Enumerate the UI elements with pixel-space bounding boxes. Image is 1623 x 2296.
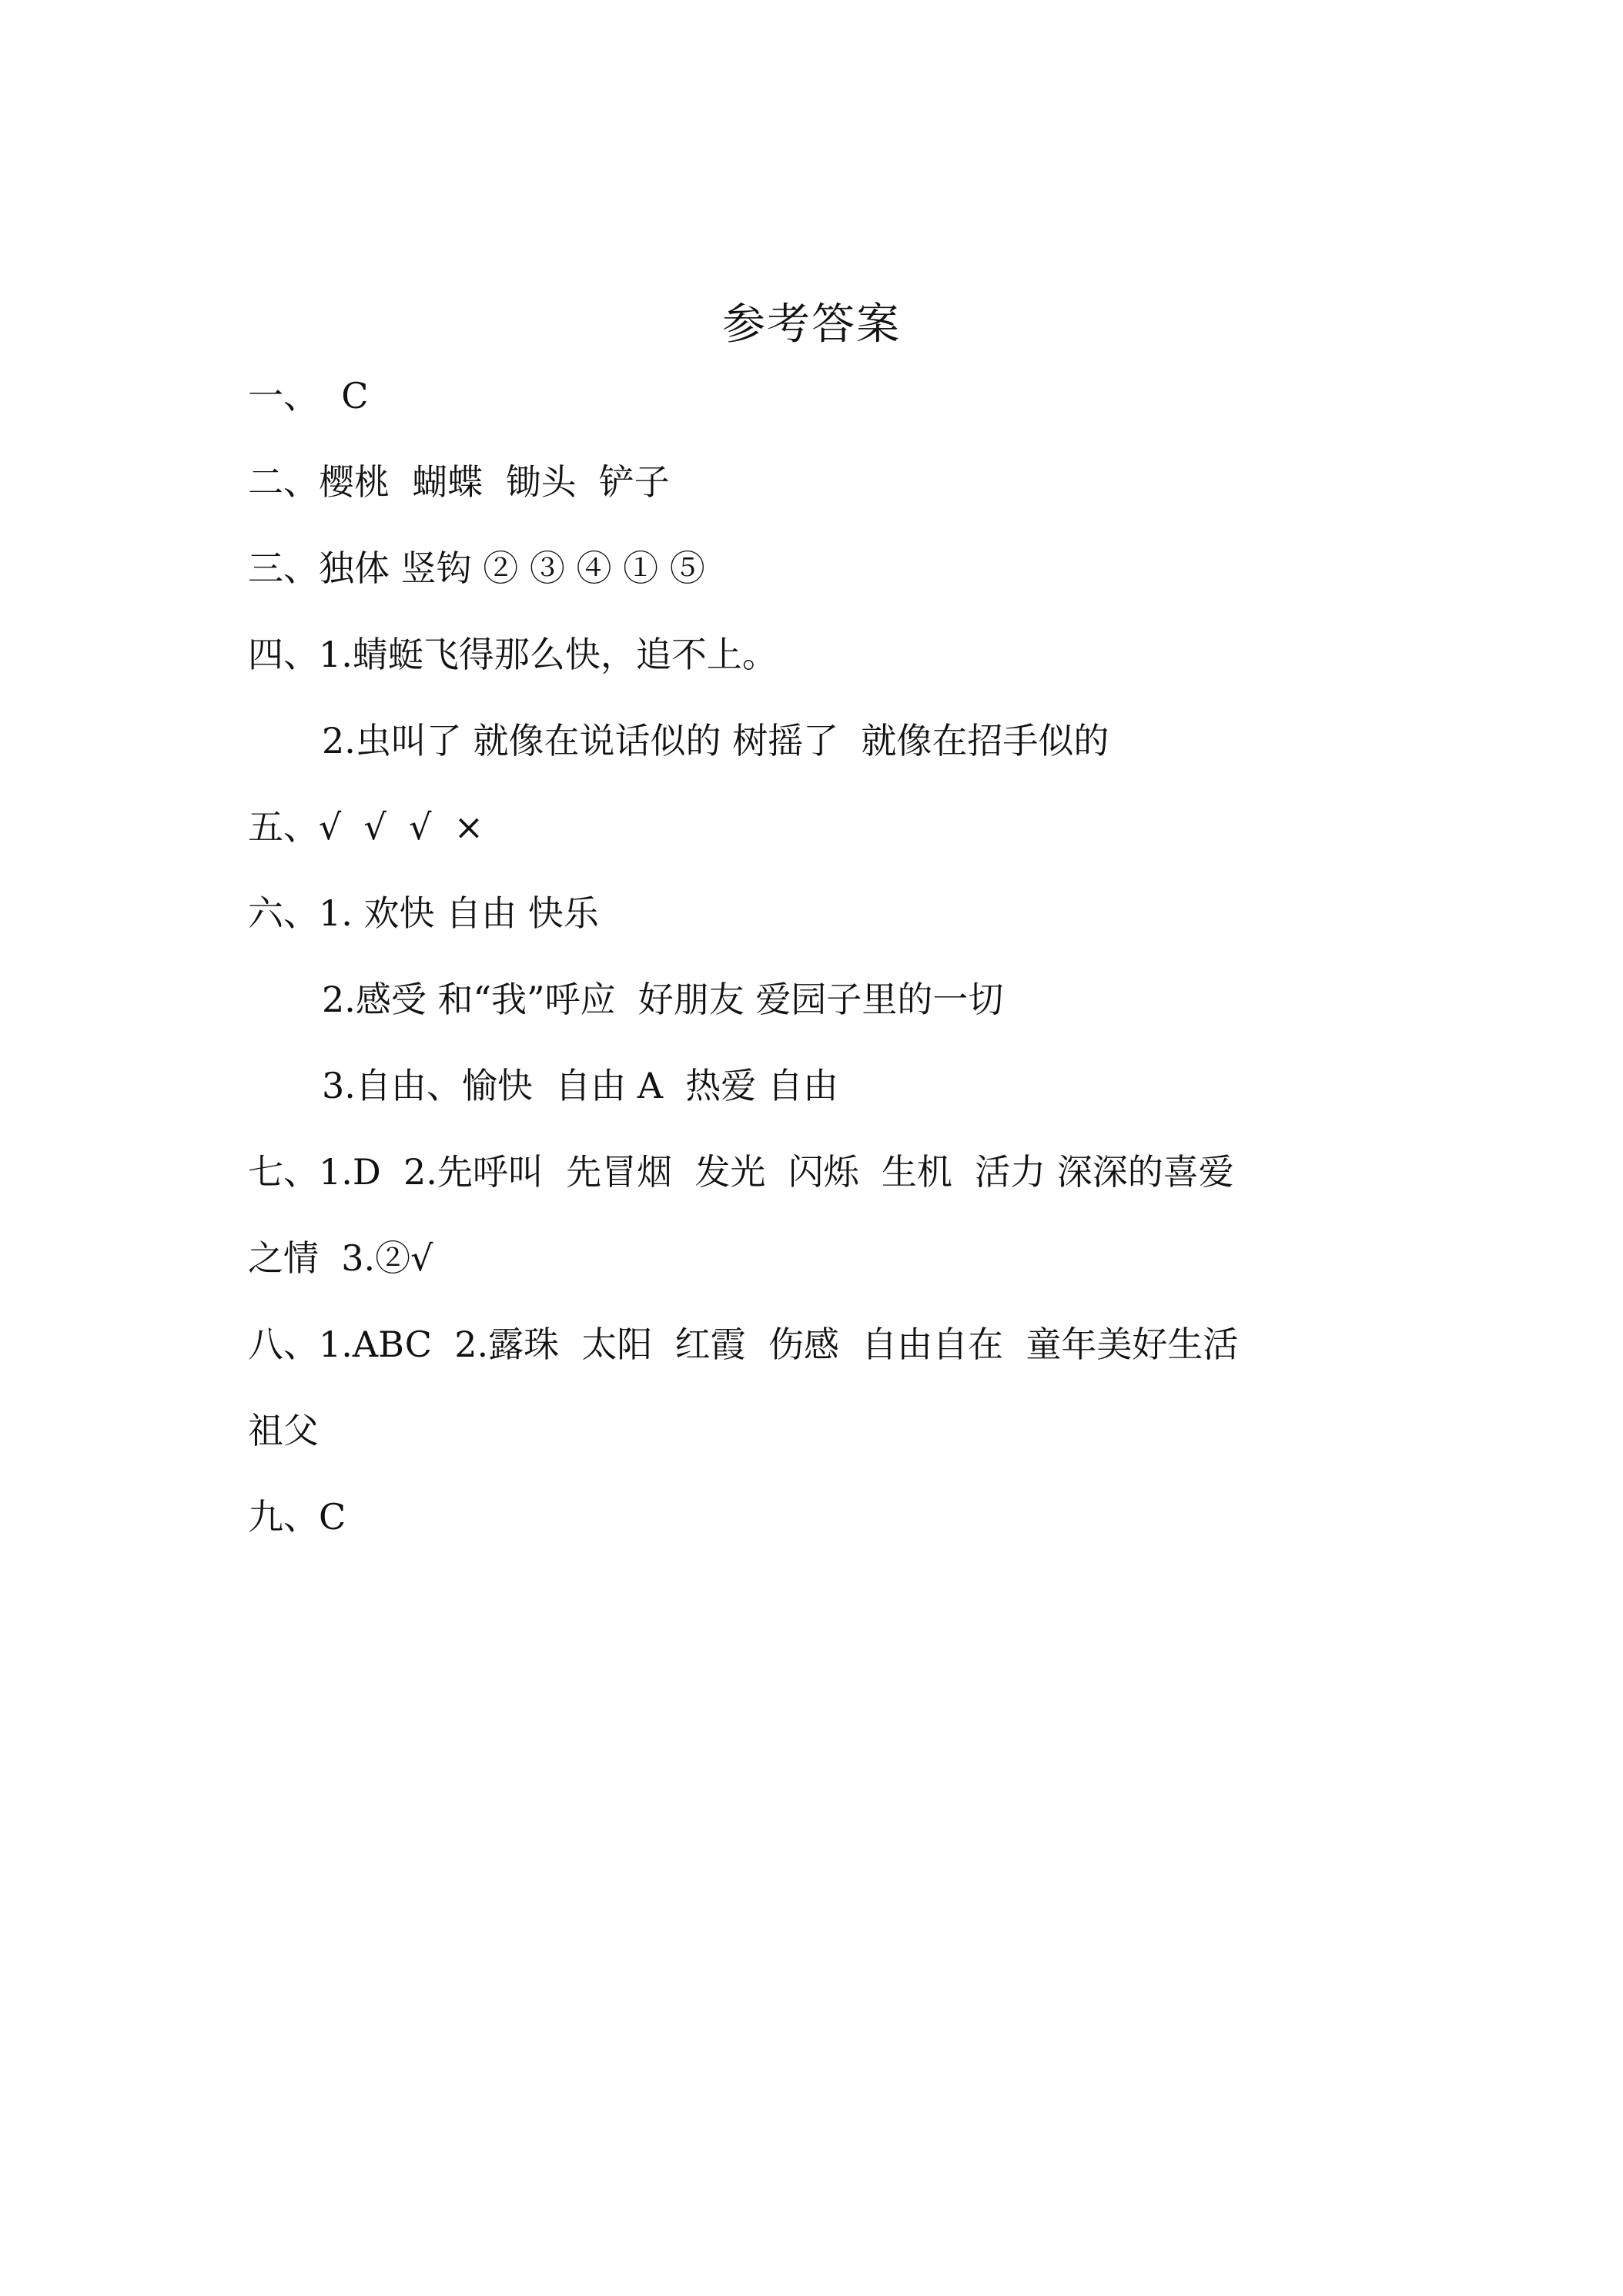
answer-line-7-cont: 之情 3.②√ [248,1237,433,1279]
answer-line-4: 四、1.蜻蜓飞得那么快，追不上。 [248,634,778,675]
answer-line-5: 五、√ √ √ × [248,806,484,848]
answer-line-3: 三、独体 竖钩 ② ③ ④ ① ⑤ [248,547,705,589]
answer-line-1: 一、 C [248,375,369,417]
answer-line-6-2: 2.感受 和“我”呼应 好朋友 爱园子里的一切 [322,979,1004,1020]
page-title: 参考答案 [722,300,901,350]
answer-line-6: 六、1. 欢快 自由 快乐 [248,892,599,934]
answer-line-9: 九、C [248,1496,346,1538]
answer-line-8: 八、1.ABC 2.露珠 太阳 红霞 伤感 自由自在 童年美好生活 [248,1324,1239,1365]
answer-line-8-cont: 祖父 [248,1410,319,1451]
answer-line-6-3: 3.自由、愉快 自由 A 热爱 自由 [322,1065,838,1106]
answer-line-2: 二、樱桃 蝴蝶 锄头 铲子 [248,461,670,503]
answer-line-4-2: 2.虫叫了 就像在说话似的 树摇了 就像在招手似的 [322,720,1109,761]
answer-line-7: 七、1.D 2.先呼叫 先冒烟 发光 闪烁 生机 活力 深深的喜爱 [248,1151,1234,1193]
